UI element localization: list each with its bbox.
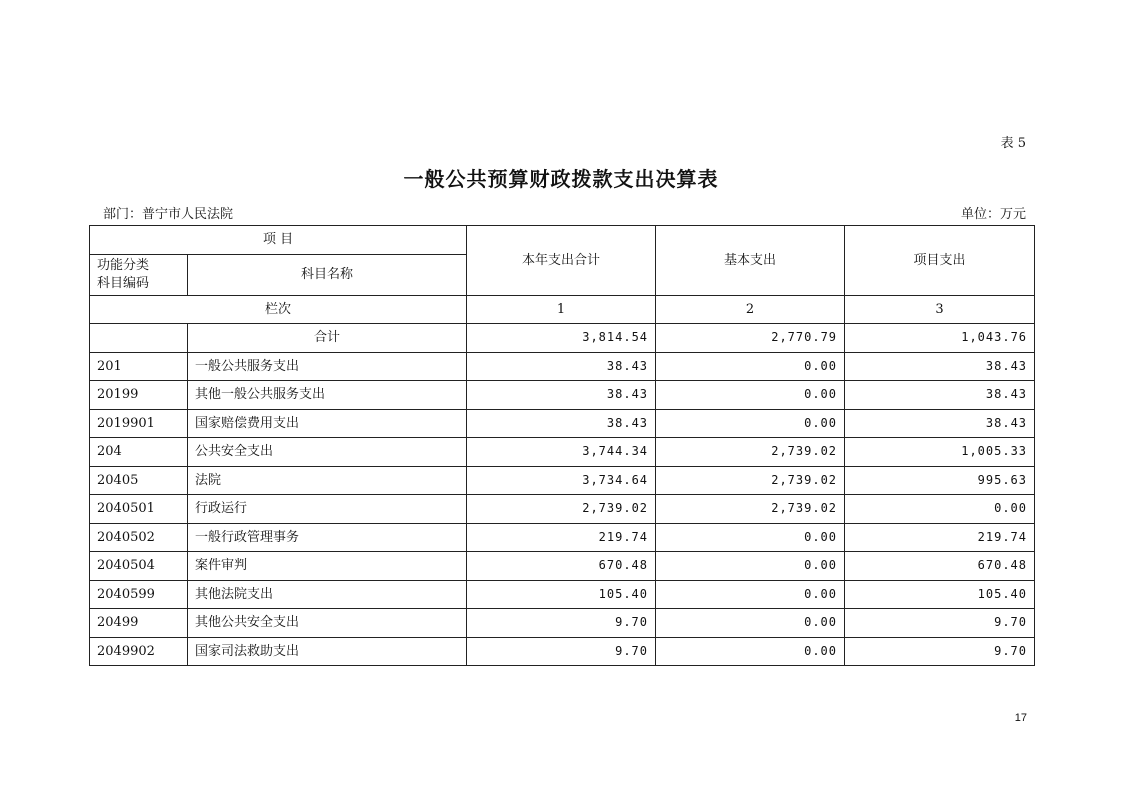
row-project: 38.43 bbox=[845, 409, 1035, 438]
row-basic: 0.00 bbox=[656, 523, 845, 552]
row-total: 9.70 bbox=[467, 637, 656, 666]
row-basic: 0.00 bbox=[656, 580, 845, 609]
row-total: 219.74 bbox=[467, 523, 656, 552]
sum-project: 1,043.76 bbox=[845, 324, 1035, 353]
row-name: 一般行政管理事务 bbox=[188, 523, 467, 552]
header-basic: 基本支出 bbox=[656, 226, 845, 296]
row-total: 38.43 bbox=[467, 352, 656, 381]
row-code: 20405 bbox=[90, 466, 188, 495]
header-total: 本年支出合计 bbox=[467, 226, 656, 296]
row-total: 38.43 bbox=[467, 381, 656, 410]
row-name: 国家赔偿费用支出 bbox=[188, 409, 467, 438]
table-row bbox=[90, 523, 1035, 552]
row-code: 20199 bbox=[90, 381, 188, 410]
header-seq-label: 栏次 bbox=[90, 295, 467, 324]
row-total: 105.40 bbox=[467, 580, 656, 609]
row-code: 2040502 bbox=[90, 523, 188, 552]
row-project: 0.00 bbox=[845, 495, 1035, 524]
table-row bbox=[90, 381, 1035, 410]
table-row bbox=[90, 609, 1035, 638]
header-seq-2: 2 bbox=[656, 295, 845, 324]
row-basic: 2,739.02 bbox=[656, 495, 845, 524]
row-project: 995.63 bbox=[845, 466, 1035, 495]
row-project: 219.74 bbox=[845, 523, 1035, 552]
row-project: 38.43 bbox=[845, 381, 1035, 410]
row-project: 38.43 bbox=[845, 352, 1035, 381]
row-name: 案件审判 bbox=[188, 552, 467, 581]
sum-row bbox=[90, 324, 1035, 353]
row-basic: 0.00 bbox=[656, 637, 845, 666]
row-code: 20499 bbox=[90, 609, 188, 638]
row-total: 2,739.02 bbox=[467, 495, 656, 524]
unit-label: 单位：万元 bbox=[960, 207, 1026, 222]
row-name: 一般公共服务支出 bbox=[188, 352, 467, 381]
header-seq-1: 1 bbox=[467, 295, 656, 324]
page-number: 17 bbox=[1014, 712, 1027, 724]
sum-basic: 2,770.79 bbox=[656, 324, 845, 353]
row-name: 行政运行 bbox=[188, 495, 467, 524]
table-row bbox=[90, 409, 1035, 438]
row-total: 3,744.34 bbox=[467, 438, 656, 467]
row-total: 9.70 bbox=[467, 609, 656, 638]
header-code-line1: 功能分类 bbox=[97, 257, 150, 273]
row-project: 105.40 bbox=[845, 580, 1035, 609]
row-basic: 0.00 bbox=[656, 381, 845, 410]
header-seq-3: 3 bbox=[845, 295, 1035, 324]
row-total: 38.43 bbox=[467, 409, 656, 438]
table-row bbox=[90, 580, 1035, 609]
row-basic: 0.00 bbox=[656, 409, 845, 438]
table-row bbox=[90, 495, 1035, 524]
row-basic: 2,739.02 bbox=[656, 438, 845, 467]
row-name: 法院 bbox=[188, 466, 467, 495]
header-name: 科目名称 bbox=[188, 254, 467, 295]
table-row bbox=[90, 466, 1035, 495]
table-row bbox=[90, 352, 1035, 381]
expenditure-table bbox=[89, 225, 1035, 666]
row-name: 公共安全支出 bbox=[188, 438, 467, 467]
table-row bbox=[90, 637, 1035, 666]
table-row bbox=[90, 552, 1035, 581]
page-title: 一般公共预算财政拨款支出决算表 bbox=[403, 167, 719, 191]
row-code: 201 bbox=[90, 352, 188, 381]
table-number: 表 5 bbox=[1000, 136, 1026, 151]
row-project: 670.48 bbox=[845, 552, 1035, 581]
row-name: 国家司法救助支出 bbox=[188, 637, 467, 666]
row-basic: 0.00 bbox=[656, 609, 845, 638]
row-basic: 2,739.02 bbox=[656, 466, 845, 495]
header-item: 项 目 bbox=[90, 226, 467, 255]
department-label: 部门：普宁市人民法院 bbox=[103, 207, 234, 222]
row-code: 2040504 bbox=[90, 552, 188, 581]
row-code: 2040599 bbox=[90, 580, 188, 609]
row-project: 9.70 bbox=[845, 609, 1035, 638]
row-code: 2019901 bbox=[90, 409, 188, 438]
sum-total: 3,814.54 bbox=[467, 324, 656, 353]
row-name: 其他公共安全支出 bbox=[188, 609, 467, 638]
row-total: 670.48 bbox=[467, 552, 656, 581]
header-project: 项目支出 bbox=[845, 226, 1035, 296]
sum-label: 合计 bbox=[188, 324, 467, 353]
row-code: 2040501 bbox=[90, 495, 188, 524]
row-total: 3,734.64 bbox=[467, 466, 656, 495]
row-project: 9.70 bbox=[845, 637, 1035, 666]
sum-code-cell bbox=[90, 324, 188, 353]
header-code bbox=[90, 254, 188, 295]
row-basic: 0.00 bbox=[656, 352, 845, 381]
row-code: 2049902 bbox=[90, 637, 188, 666]
row-name: 其他法院支出 bbox=[188, 580, 467, 609]
row-basic: 0.00 bbox=[656, 552, 845, 581]
row-name: 其他一般公共服务支出 bbox=[188, 381, 467, 410]
row-project: 1,005.33 bbox=[845, 438, 1035, 467]
row-code: 204 bbox=[90, 438, 188, 467]
table-row bbox=[90, 438, 1035, 467]
header-code-line2: 科目编码 bbox=[97, 275, 150, 291]
